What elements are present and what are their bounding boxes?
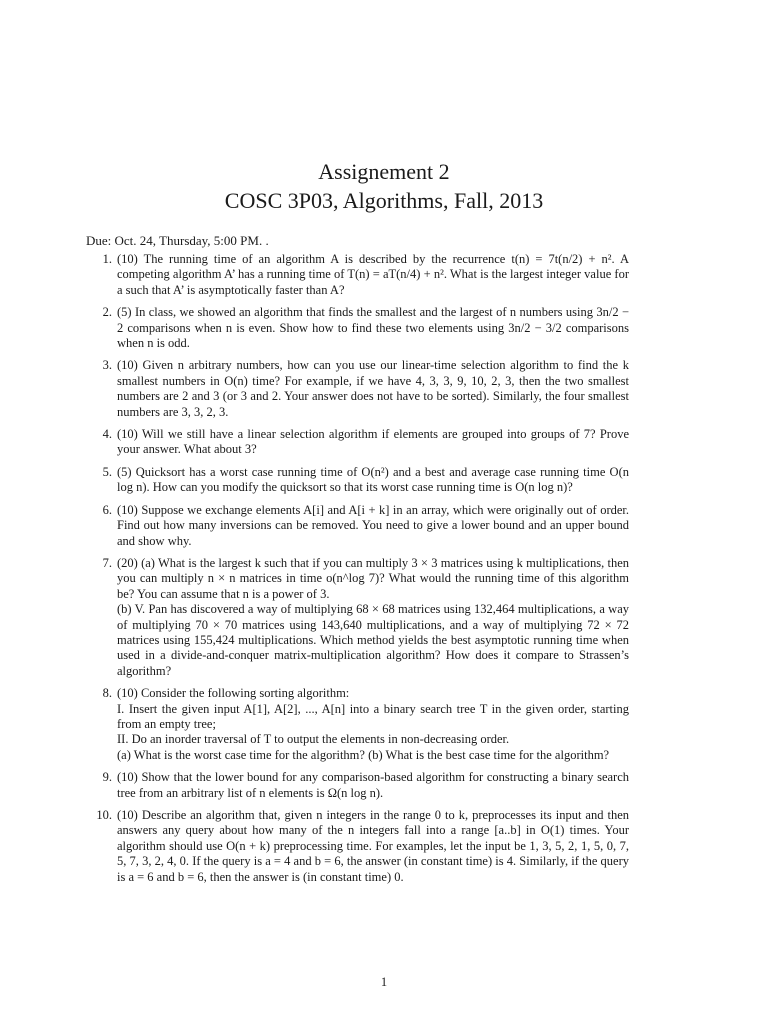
problem-item [86,252,629,298]
page-number: 1 [380,975,388,989]
problem-number: 6. [102,502,112,517]
problem-item [86,427,629,458]
problem-number: 10. [96,808,112,822]
problem-item [86,305,629,351]
problem-text: (5) Quicksort has a worst case running time of O(n²) and a best and average case running time O(n log n). How can you modify the quicksort so that its worst case running time is O(n log n)? [117,464,629,495]
problem-text: I. Insert the given input A[1], A[2], ..., A[n] into a binary search tree T in the given order, starting from an empty tree; [117,701,629,731]
document-title: Assignement 2 [318,159,450,184]
problem-item [86,556,629,679]
problem-item [86,358,629,420]
problem-number: 5. [102,464,112,479]
problem-item [86,770,629,801]
problem-text: (10) Consider the following sorting algorithm: [117,686,350,701]
course-subtitle: COSC 3P03, Algorithms, Fall, 2013 [224,188,544,213]
problem-text: (a) What is the worst case time for the algorithm? (b) What is the best case time for the algorithm? [117,747,610,762]
due-date: Due: Oct. 24, Thursday, 5:00 PM. . [86,233,269,248]
problem-item [86,686,629,763]
problem-number: 9. [102,770,112,785]
problem-text: (b) V. Pan has discovered a way of multiplying 68 × 68 matrices using 132,464 multiplications, a way of multiplying 70 × 70 matrices using 143,640 multiplications, and a way of multiplying 72 × 72 matrices using 155,424 multiplications. Which method yields the best asymptotic running time when used in a divide-and-conquer matrix-multiplication algorithm? How does it compare to Strassen’s algorithm? [117,602,629,678]
problem-item [86,503,629,549]
problem-number: 8. [102,686,112,701]
problem-item [86,465,629,496]
problem-item [86,808,629,885]
problem-text: (5) In class, we showed an algorithm that finds the smallest and the largest of n numbers using 3n/2 − 2 comparisons when n is even. Show how to find these two elements using 3n/2 − 3/2 comparisons when n is odd. [117,305,629,351]
problem-number: 7. [102,555,112,570]
problem-number: 2. [102,305,112,320]
problem-number: 1. [102,252,112,266]
problem-list [86,252,629,892]
problem-text: (10) Will we still have a linear selection algorithm if elements are grouped into groups of 7? Prove your answer. What about 3? [117,427,629,457]
problem-text: (10) Suppose we exchange elements A[i] and A[i + k] in an array, which were originally out of order. Find out how many inversions can be removed. You need to give a lower bound and an upper bound and show why. [117,502,629,548]
problem-text: II. Do an inorder traversal of T to output the elements in non-decreasing order. [117,732,510,747]
problem-text: (10) The running time of an algorithm A is described by the recurrence t(n) = 7t(n/2) + n². A competing algorithm A’ has a running time of T(n) = aT(n/4) + n². What is the largest integer value for a such that A’ is asymptotically faster than A? [117,252,629,297]
problem-text: (10) Given n arbitrary numbers, how can you use our linear-time selection algorithm to find the k smallest numbers in O(n) time? For example, if we have 4, 3, 3, 9, 10, 2, 3, then the two smallest numbers are 2 and 3 (or 3 and 2. Your answer does not have to be sorted). Similarly, the four smallest numbers are 3, 3, 2, 3. [117,358,629,419]
problem-text: (20) (a) What is the largest k such that if you can multiply 3 × 3 matrices using k multiplications, then you can multiply n × n matrices in time o(n^log 7)? What would the running time of this algorithm be? You can assume that n is a power of 3. [117,555,629,601]
problem-number: 3. [102,358,112,373]
problem-text: (10) Show that the lower bound for any comparison-based algorithm for constructing a binary search tree from an arbitrary list of n elements is Ω(n log n). [117,770,629,800]
problem-text: (10) Describe an algorithm that, given n integers in the range 0 to k, preprocesses its input and then answers any query about how many of the n integers fall into a range [a..b] in O(1) times. Your algorithm should use O(n + k) preprocessing time. For examples, let the input be 1, 3, 5, 2, 1, 5, 0, 7, 5, 7, 3, 2, 4, 0. If the query is a = 4 and b = 6, the answer (in constant time) is 4. Similarly, if the query is a = 6 and b = 6, then the answer is (in constant time) 0. [117,808,629,884]
problem-number: 4. [102,427,112,442]
